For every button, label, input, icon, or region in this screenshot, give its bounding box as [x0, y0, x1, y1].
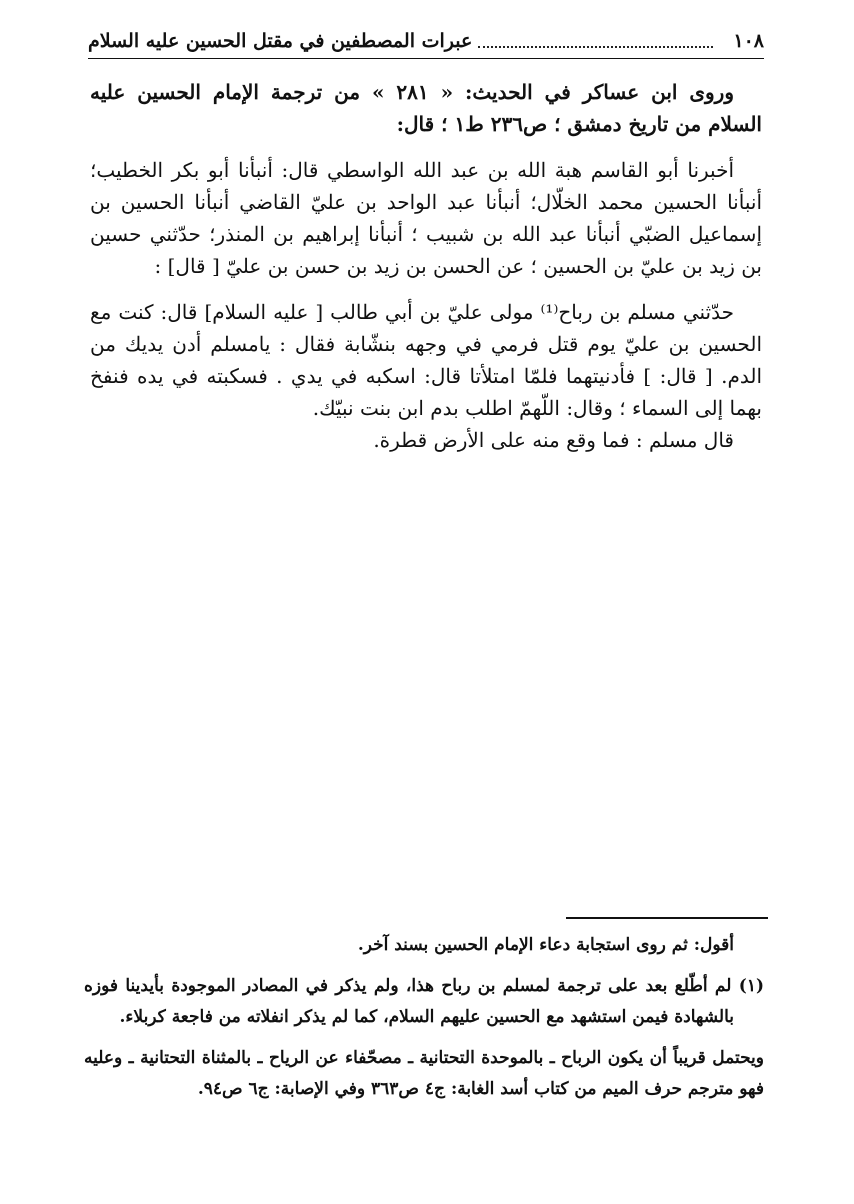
paragraph-isnad: أخبرنا أبو القاسم هبة الله بن عبد الله الواسطي قال: أنبأنا أبو بكر الخطيب؛ أنبأنا الحسين محمد الخلّال؛ أنبأنا عبد الواحد بن عليّ القاضي أنبأنا الحسين بن إسماعيل الضبّي أنبأنا عبد الله بن شبيب ؛ أنبأنا إبراهيم بن المنذر؛ حدّثني حسين بن زيد بن عليّ بن الحسين ؛ عن الحسن بن زيد بن حسن بن عليّ [ قال] : — [90, 158, 762, 278]
paragraph-citation: وروى ابن عساكر في الحديث: « ٢٨١ » من ترجمة الإمام الحسين عليه السلام من تاريخ دمشق ؛ ص٢٣٦ ط١ ؛ قال: — [90, 80, 762, 136]
header-rule — [88, 58, 764, 59]
paragraph-narration: حدّثني مسلم بن رباح⁽¹⁾ مولى عليّ بن أبي طالب [ عليه السلام] قال: كنت مع الحسين بن عليّ يوم قتل فرمي في وجهه بنشّابة فقال : يامسلم أدن يديك من الدم. [ قال: ] فأدنيتهما فلمّا امتلأتا قال: اسكبه في يدي . فسكبته في يده فنفخ بهما إلى السماء ؛ وقال: اللّهمّ اطلب بدم ابن بنت نبيّك. — [90, 300, 762, 420]
footnote-continuation: ويحتمل قريباً أن يكون الرباح ـ بالموحدة التحتانية ـ مصحّفاء عن الرياح ـ بالمثناة التحتانية ـ وعليه فهو مترجم حرف الميم من كتاب أسد الغابة: ج٤ ص٣٦٣ وفي الإصابة: ج٦ ص٩٤. — [84, 1048, 764, 1099]
paragraph-closing: قال مسلم : فما وقع منه على الأرض قطرة. — [373, 428, 734, 452]
footnotes — [84, 930, 764, 1115]
running-title: عبرات المصطفين في مقتل الحسين عليه السلام — [88, 30, 473, 52]
page-number: ١٠٨ — [733, 30, 764, 52]
footnote-remark: أقول: ثم روى استجابة دعاء الإمام الحسين بسند آخر. — [357, 935, 734, 955]
main-text — [90, 76, 762, 470]
footnote-separator — [566, 917, 768, 919]
footnote-1: (١) لم أطّلع بعد على ترجمة لمسلم بن رباح هذا، ولم يذكر في المصادر الموجودة بأيدينا فوزه بالشهادة فيمن استشهد مع الحسين عليهم السلام، كما لم يذكر انفلاته من فاجعة كربلاء. — [84, 976, 764, 1027]
header-dot-leader — [478, 34, 713, 48]
page-header — [88, 26, 764, 56]
